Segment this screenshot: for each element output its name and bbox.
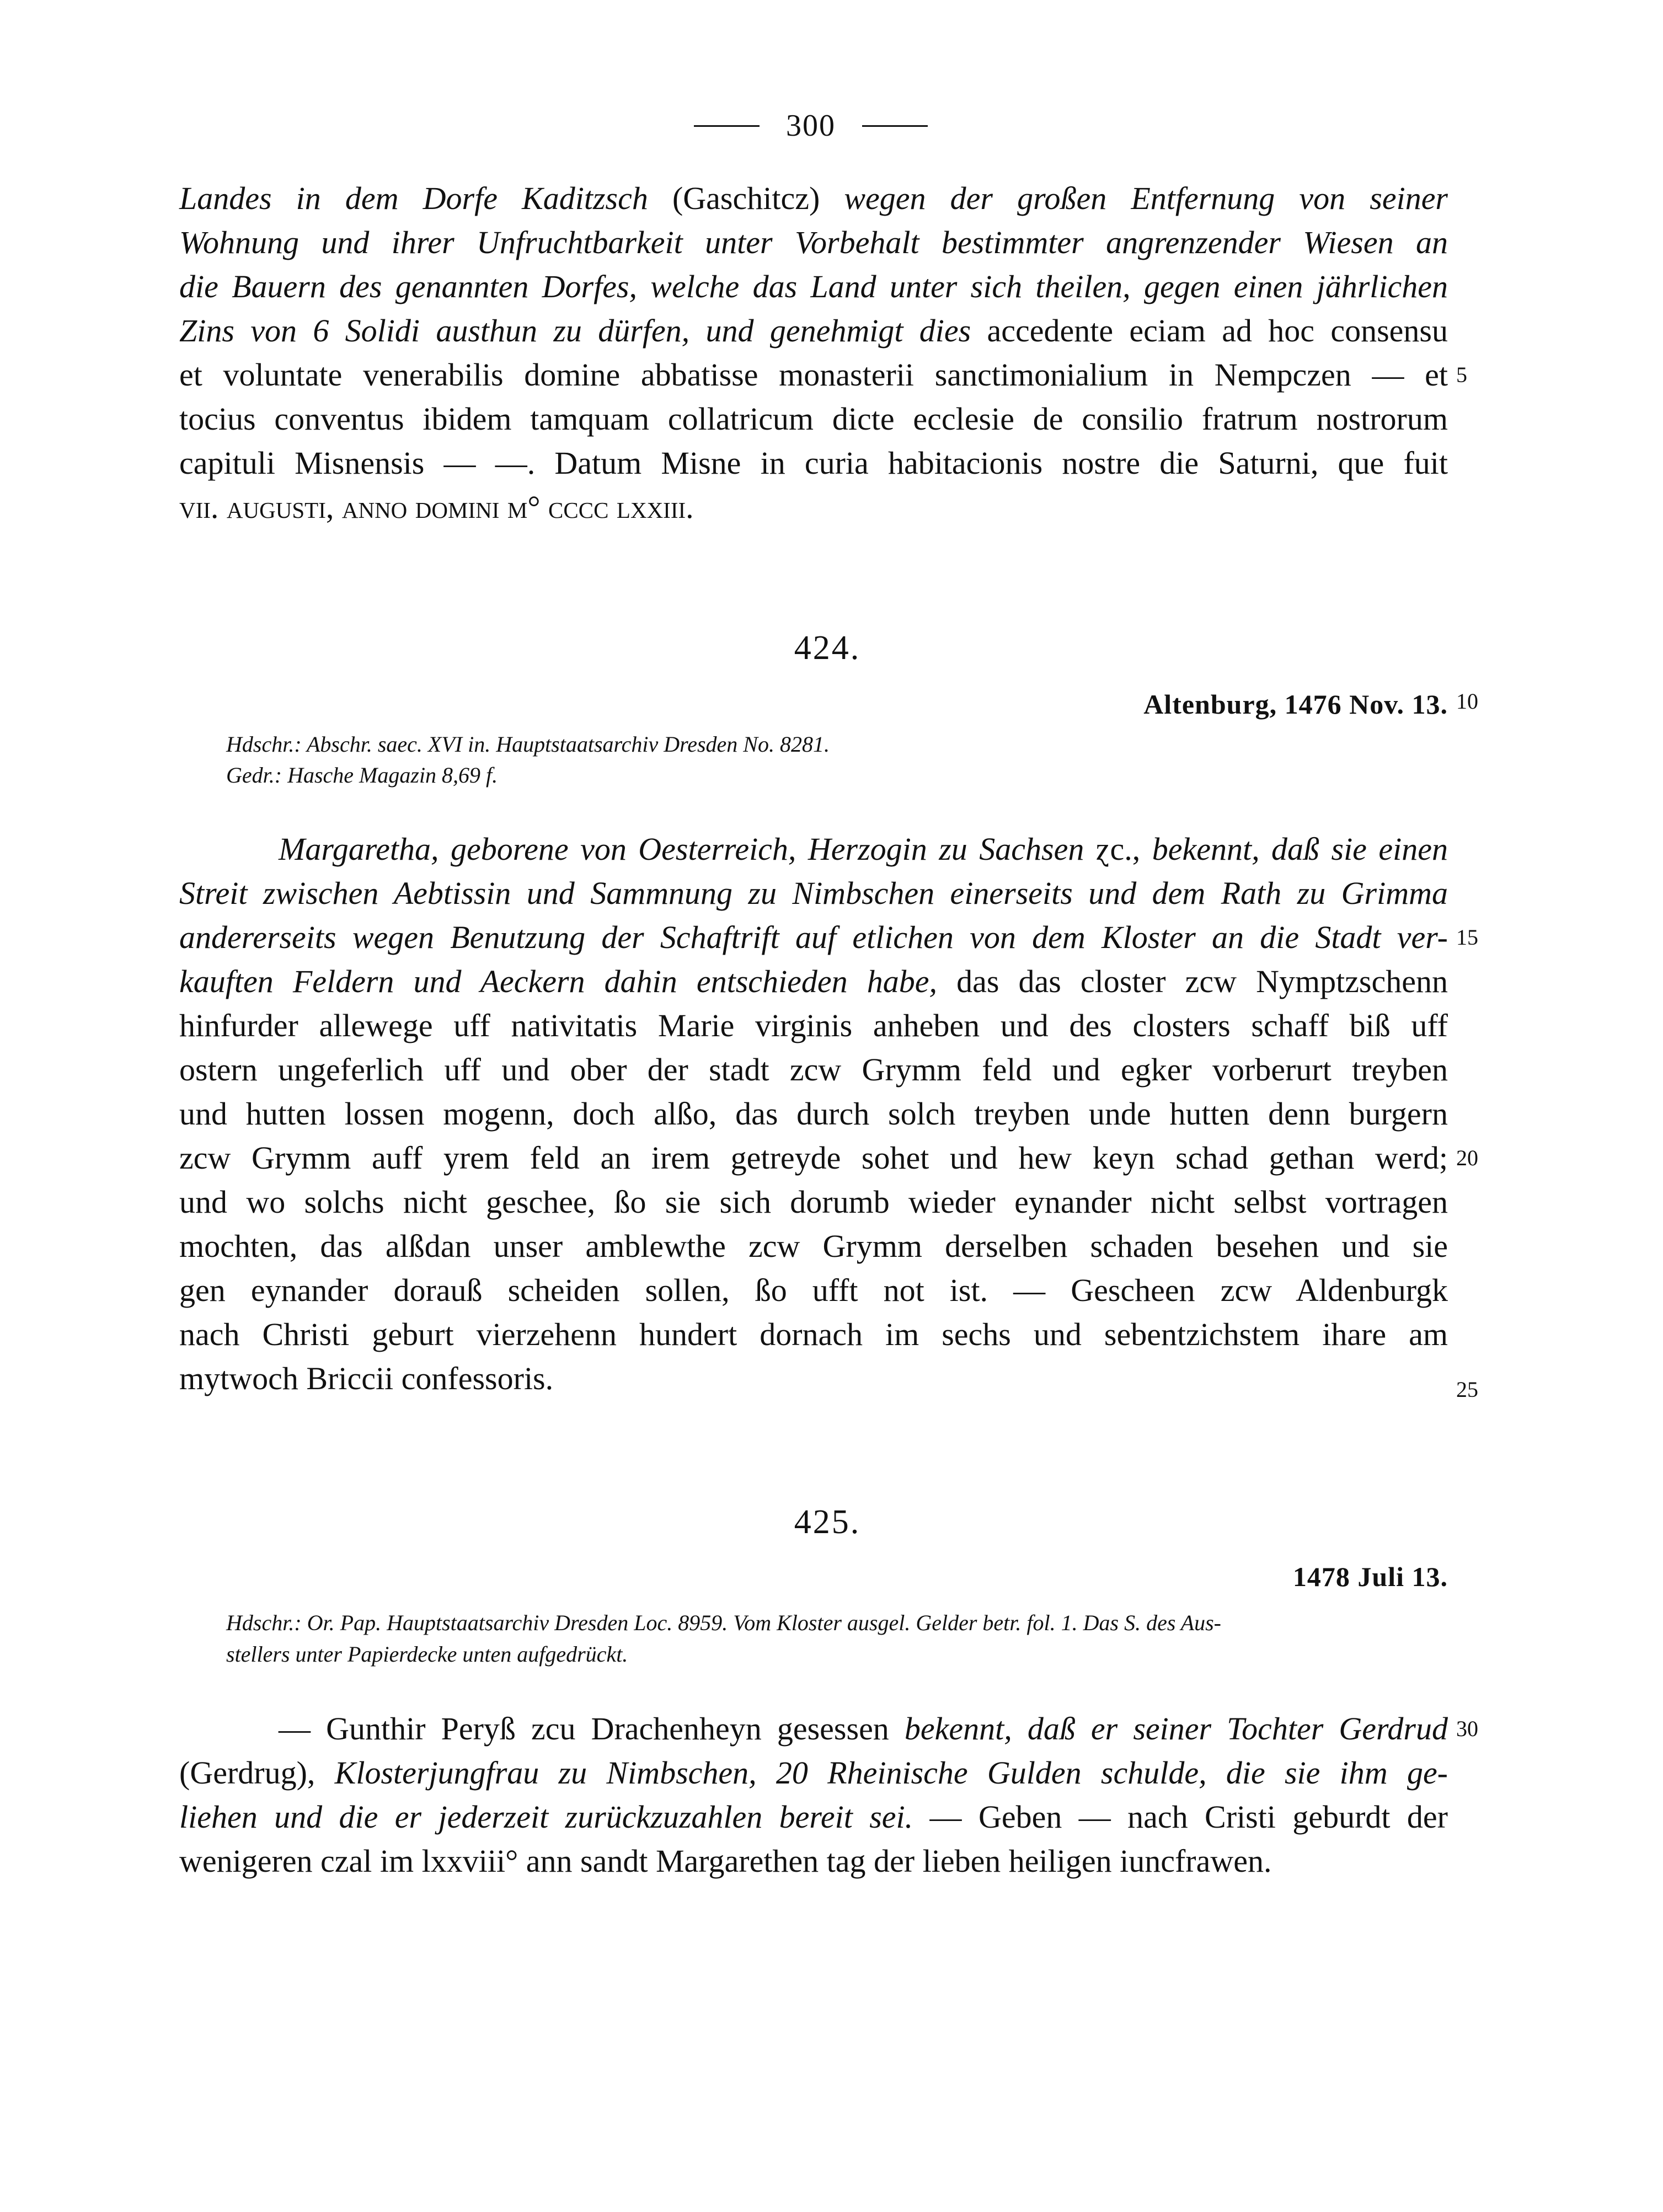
line-number: 10: [1456, 689, 1478, 714]
document-number: 425.: [794, 1503, 861, 1541]
italic-text: Streit zwischen Aebtissin und Sammnung zu Nimbschen einerseits und dem Rath zu Grimma: [179, 875, 1448, 911]
page-header: [667, 104, 954, 148]
header-rule-right: [862, 125, 928, 127]
source-note: Hdschr.: Or. Pap. Hauptstaatsarchiv Dresden Loc. 8959. Vom Kloster ausgel. Gelder betr. fol. 1. Das S. des Aus-: [226, 1610, 1222, 1635]
text-line: [179, 1048, 1448, 1092]
text-segment: nach Christi geburt vierzehenn hundert dornach im sechs und sebentzichstem ihare am: [179, 1316, 1448, 1352]
document-number: 424.: [794, 629, 861, 667]
text-segment: mochten, das alßdan unser amblewthe zcw Grymm derselben schaden besehen und sie: [179, 1228, 1448, 1264]
italic-text: Klosterjungfrau zu Nimbschen, 20 Rheinische Gulden schulde, die sie ihm ge-: [334, 1755, 1448, 1791]
text-line: [179, 1268, 1448, 1313]
text-segment: (Gaschitcz): [672, 180, 844, 216]
text-line: [179, 485, 1448, 529]
text-line: [179, 221, 1448, 265]
text-segment: mytwoch Briccii confessoris.: [179, 1361, 554, 1396]
text-segment: zcw Grymm auff yrem feld an irem getreyde sohet und hew keyn schad gethan werd;: [179, 1140, 1448, 1176]
text-segment: das das closter zcw Nymptzschenn: [956, 963, 1448, 999]
header-rule-left: [694, 125, 760, 127]
text-segment: — Gunthir Peryß zcu Drachenheyn gesessen: [279, 1711, 905, 1747]
text-line: [179, 353, 1448, 397]
text-segment: tocius conventus ibidem tamquam collatricum dicte ecclesie de consilio fratrum nostrorum: [179, 401, 1448, 437]
text-line: [179, 441, 1448, 485]
italic-text: kauften Feldern und Aeckern dahin entschieden habe,: [179, 963, 957, 999]
document-dateline: Altenburg, 1476 Nov. 13.: [1143, 689, 1448, 720]
italic-text: Landes in dem Dorfe Kaditzsch: [179, 180, 672, 216]
text-line: [179, 1795, 1448, 1839]
line-number: 30: [1456, 1716, 1478, 1741]
text-line: [179, 176, 1448, 221]
italic-text: Margaretha, geborene von Oesterreich, Herzogin zu Sachsen: [279, 831, 1096, 867]
source-note: Gedr.: Hasche Magazin 8,69 f.: [226, 763, 498, 788]
italic-text: Zins von 6 Solidi austhun zu dürfen, und genehmigt dies: [179, 313, 987, 349]
text-line: [279, 1707, 1448, 1751]
document-dateline: 1478 Juli 13.: [1292, 1561, 1448, 1592]
italic-text: liehen und die er jederzeit zurückzuzahlen bereit sei.: [179, 1799, 930, 1835]
text-line: [279, 827, 1448, 871]
text-segment: — Geben — nach Cristi geburdt der: [929, 1799, 1448, 1835]
text-segment: et voluntate venerabilis domine abbatisse monasterii sanctimonialium in Nempczen — et: [179, 357, 1448, 393]
text-line: [179, 1180, 1448, 1224]
italic-text: andererseits wegen Benutzung der Schaftrift auf etlichen von dem Kloster an die Stadt ver-: [179, 919, 1448, 955]
text-line: [179, 1136, 1448, 1180]
source-note: Hdschr.: Abschr. saec. XVI in. Hauptstaatsarchiv Dresden No. 8281.: [226, 732, 830, 757]
text-line: [179, 1092, 1448, 1136]
italic-text: bekennt, daß sie einen: [1152, 831, 1448, 867]
page-number: 300: [786, 109, 836, 143]
text-segment: accedente eciam ad hoc consensu: [987, 313, 1448, 349]
text-segment: capituli Misnensis — —. Datum Misne in curia habitacionis nostre die Saturni, que fuit: [179, 445, 1448, 481]
text-segment: vii. augusti, anno domini m° cccc lxxiii.: [179, 489, 694, 525]
text-segment: und wo solchs nicht geschee, ßo sie sich dorumb wieder eynander nicht selbst vortragen: [179, 1184, 1448, 1220]
text-segment: hinfurder allewege uff nativitatis Marie virginis anheben und des closters schaff biß uff: [179, 1008, 1448, 1043]
text-line: [179, 309, 1448, 353]
italic-text: die Bauern des genannten Dorfes, welche das Land unter sich theilen, gegen einen jährlichen: [179, 269, 1448, 304]
text-line: [179, 871, 1448, 915]
text-line: [179, 1224, 1448, 1268]
text-segment: wenigeren czal im lxxviii° ann sandt Margarethen tag der lieben heiligen iuncfrawen.: [179, 1843, 1272, 1879]
text-line: [179, 1357, 1448, 1401]
italic-text: Wohnung und ihrer Unfruchtbarkeit unter Vorbehalt bestimmter angrenzender Wiesen an: [179, 224, 1448, 260]
text-segment: ɀc.,: [1095, 831, 1152, 867]
text-line: [179, 397, 1448, 441]
text-line: [179, 960, 1448, 1004]
text-line: [179, 1751, 1448, 1795]
text-line: [179, 1839, 1448, 1883]
line-number: 5: [1456, 362, 1467, 387]
text-line: [179, 265, 1448, 309]
line-number: 25: [1456, 1377, 1478, 1402]
line-number: 15: [1456, 925, 1478, 950]
text-segment: ostern ungeferlich uff und ober der stadt zcw Grymm feld und egker vorberurt treyben: [179, 1052, 1448, 1088]
text-line: [179, 1313, 1448, 1357]
text-line: [179, 1004, 1448, 1048]
text-line: [179, 915, 1448, 960]
italic-text: bekennt, daß er seiner Tochter Gerdrud: [904, 1711, 1448, 1747]
text-segment: gen eynander dorauß scheiden sollen, ßo ufft not ist. — Gescheen zcw Aldenburgk: [179, 1272, 1448, 1308]
text-segment: und hutten lossen mogenn, doch alßo, das durch solch treyben unde hutten denn burgern: [179, 1096, 1448, 1132]
source-note: stellers unter Papierdecke unten aufgedrückt.: [226, 1642, 628, 1667]
line-number: 20: [1456, 1145, 1478, 1170]
text-segment: (Gerdrug),: [179, 1755, 335, 1791]
italic-text: wegen der großen Entfernung von seiner: [844, 180, 1448, 216]
